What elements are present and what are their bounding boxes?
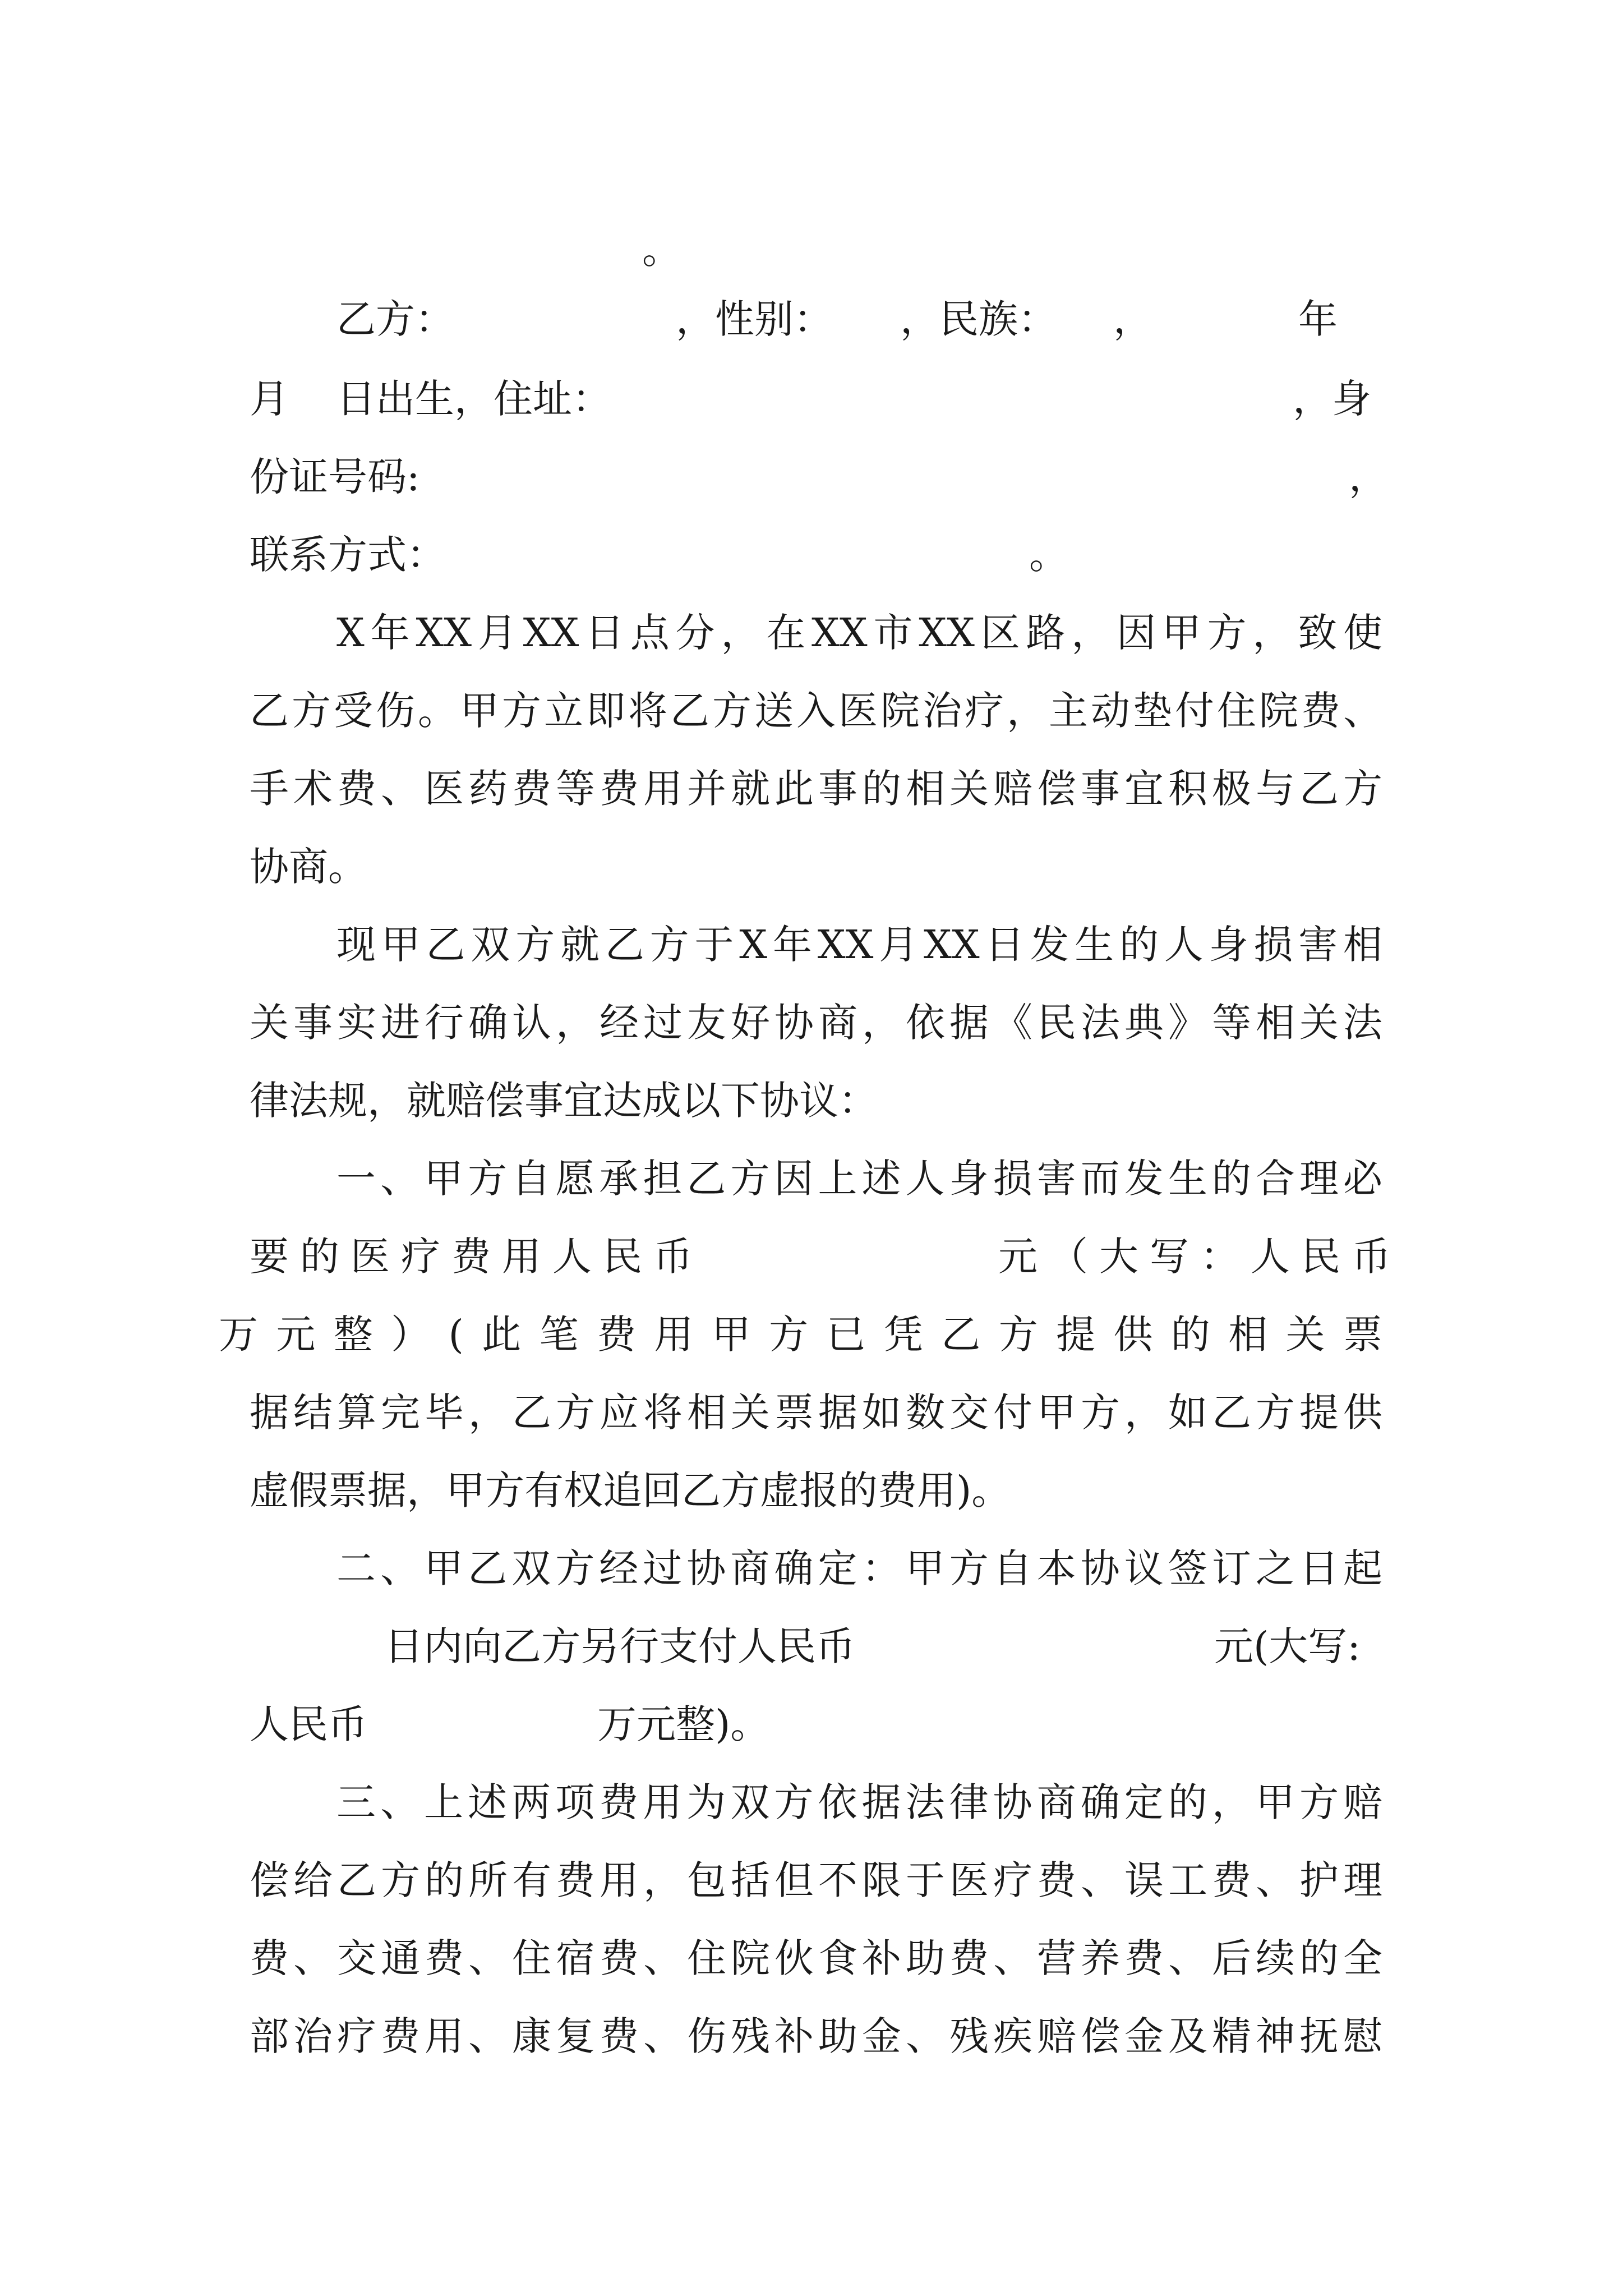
article-1-line: 据结算完毕，乙方应将相关票据如数交付甲方，如乙方提供 — [250, 1389, 1382, 1435]
paragraph-line: 现甲乙双方就乙方于X年XX月XX日发生的人身损害相 — [336, 922, 1382, 968]
article-1-line: 一、甲方自愿承担乙方因上述人身损害而发生的合理必 — [336, 1156, 1382, 1202]
comma-text: ， — [1349, 454, 1388, 500]
paragraph-line: 律法规，就赔偿事宜达成以下协议： — [250, 1078, 878, 1124]
paragraph-line: 关事实进行确认，经过友好协商，依据《民法典》等相关法 — [250, 1000, 1382, 1046]
month-label: 月 — [250, 376, 289, 422]
article-2-line — [250, 1694, 1382, 1755]
birth-address-label: 日出生，住址： — [336, 376, 611, 422]
amount-uppercase-label: 元（大写：人民币 — [998, 1234, 1402, 1280]
paragraph-line: 手术费、医药费等费用并就此事的相关赔偿事宜积极与乙方 — [250, 766, 1382, 812]
rmb-label: 人民币 — [250, 1701, 367, 1747]
id-number-line — [250, 446, 1388, 508]
amount-suffix-label: 万元整)。 — [597, 1701, 770, 1747]
article-3-line: 部治疗费用、康复费、伤残补助金、残疾赔偿金及精神抚慰 — [250, 2013, 1382, 2059]
paragraph-line: 乙方受伤。甲方立即将乙方送入医院治疗，主动垫付住院费、 — [250, 688, 1382, 734]
period-text: 。 — [1029, 532, 1068, 578]
article-1-line: 万元整）(此笔费用甲方已凭乙方提供的相关票 — [219, 1312, 1382, 1358]
period-text: 。 — [642, 227, 681, 273]
year-label: 年 — [1298, 296, 1338, 342]
amount-uppercase-label: 元(大写: — [1214, 1623, 1361, 1669]
party-b-line — [250, 288, 1382, 350]
article-2-line: 二、甲乙双方经过协商确定：甲方自本协议签订之日起 — [336, 1545, 1382, 1591]
article-1-line: 虚假票据，甲方有权追回乙方虚报的费用)。 — [250, 1467, 1011, 1513]
gender-label: ，性别： — [676, 296, 833, 342]
ethnicity-label: ，民族： — [900, 296, 1057, 342]
comma-text: ， — [1113, 296, 1152, 342]
article-2-amount-line — [250, 1616, 1382, 1677]
paragraph-line: X年XX月XX日点分，在XX市XX区路，因甲方，致使 — [336, 610, 1382, 656]
article-3-line: 偿给乙方的所有费用，包括但不限于医疗费、误工费、护理 — [250, 1857, 1382, 1903]
payment-label: 日内向乙方另行支付人民币 — [384, 1623, 855, 1669]
article-3-line: 三、上述两项费用为双方依据法律协商确定的，甲方赔 — [336, 1779, 1382, 1825]
article-1-amount-line — [250, 1226, 1402, 1287]
id-prefix-text: ，身 — [1293, 376, 1371, 422]
paragraph-line: 协商。 — [250, 844, 367, 890]
medical-fee-label: 要的医疗费用人民币 — [250, 1234, 704, 1280]
party-b-label: 乙方： — [336, 296, 454, 342]
contact-label: 联系方式： — [250, 532, 446, 578]
birth-address-line — [250, 368, 1382, 430]
line-period — [250, 219, 1382, 280]
contact-line — [250, 524, 1382, 586]
article-3-line: 费、交通费、住宿费、住院伙食补助费、营养费、后续的全 — [250, 1935, 1382, 1981]
id-number-label: 份证号码: — [250, 454, 420, 500]
